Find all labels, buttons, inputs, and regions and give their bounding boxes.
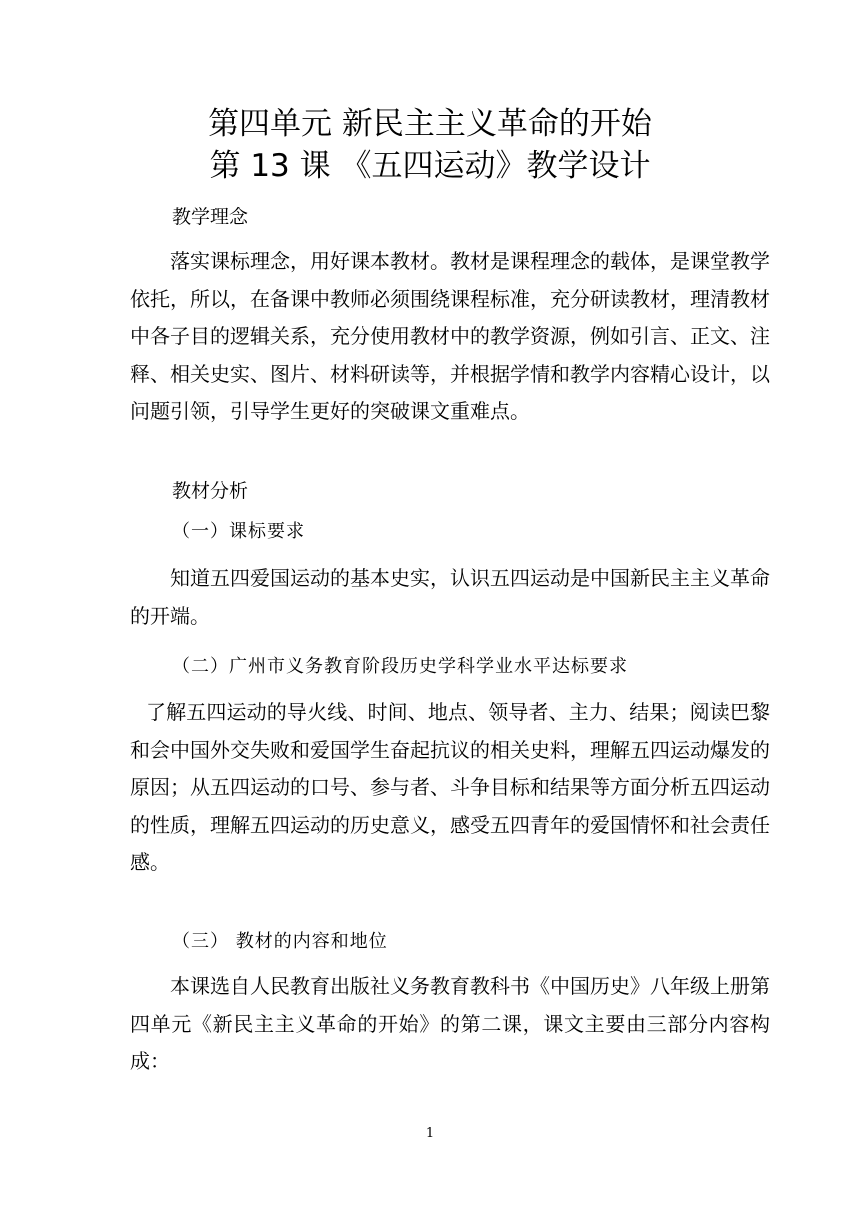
lesson-title: 第 13 课 《五四运动》教学设计 bbox=[209, 148, 651, 184]
curriculum-standard-paragraph: 知道五四爱国运动的基本史实，认识五四运动是中国新民主主义革命的开端。 bbox=[130, 566, 770, 628]
analysis-heading: 教材分析 bbox=[172, 480, 249, 502]
philosophy-heading: 教学理念 bbox=[172, 206, 249, 228]
guangzhou-standard-paragraph: 了解五四运动的导火线、时间、地点、领导者、主力、结果；阅读巴黎和会中国外交失败和爱国学生奋起抗议的相关史料，理解五四运动爆发的原因；从五四运动的口号、参与者、斗争目标和结果等方面分析五四运动的性质，理解五四运动的历史意义，感受五四青年的爱国情怀和社会责任感。 bbox=[130, 700, 770, 874]
guangzhou-standard-heading: （二）广州市义务教育阶段历史学科学业水平达标要求 bbox=[172, 656, 628, 677]
content-position-heading: （三） 教材的内容和地位 bbox=[172, 931, 388, 952]
page-number: 1 bbox=[425, 1126, 435, 1141]
curriculum-standard-heading: （一）课标要求 bbox=[172, 521, 305, 542]
content-position-paragraph: 本课选自人民教育出版社义务教育教科书《中国历史》八年级上册第四单元《新民主主义革命的开始》的第二课，课文主要由三部分内容构成： bbox=[130, 974, 770, 1073]
unit-title: 第四单元 新民主主义革命的开始 bbox=[208, 106, 652, 142]
philosophy-paragraph: 落实课标理念，用好课本教材。教材是课程理念的载体，是课堂教学依托，所以，在备课中教师必须围绕课程标准，充分研读教材，理清教材中各子目的逻辑关系，充分使用教材中的教学资源，例如引言、正文、注释、相关史实、图片、材料研读等，并根据学情和教学内容精心设计，以问题引领，引导学生更好的突破课文重难点。 bbox=[130, 249, 770, 423]
